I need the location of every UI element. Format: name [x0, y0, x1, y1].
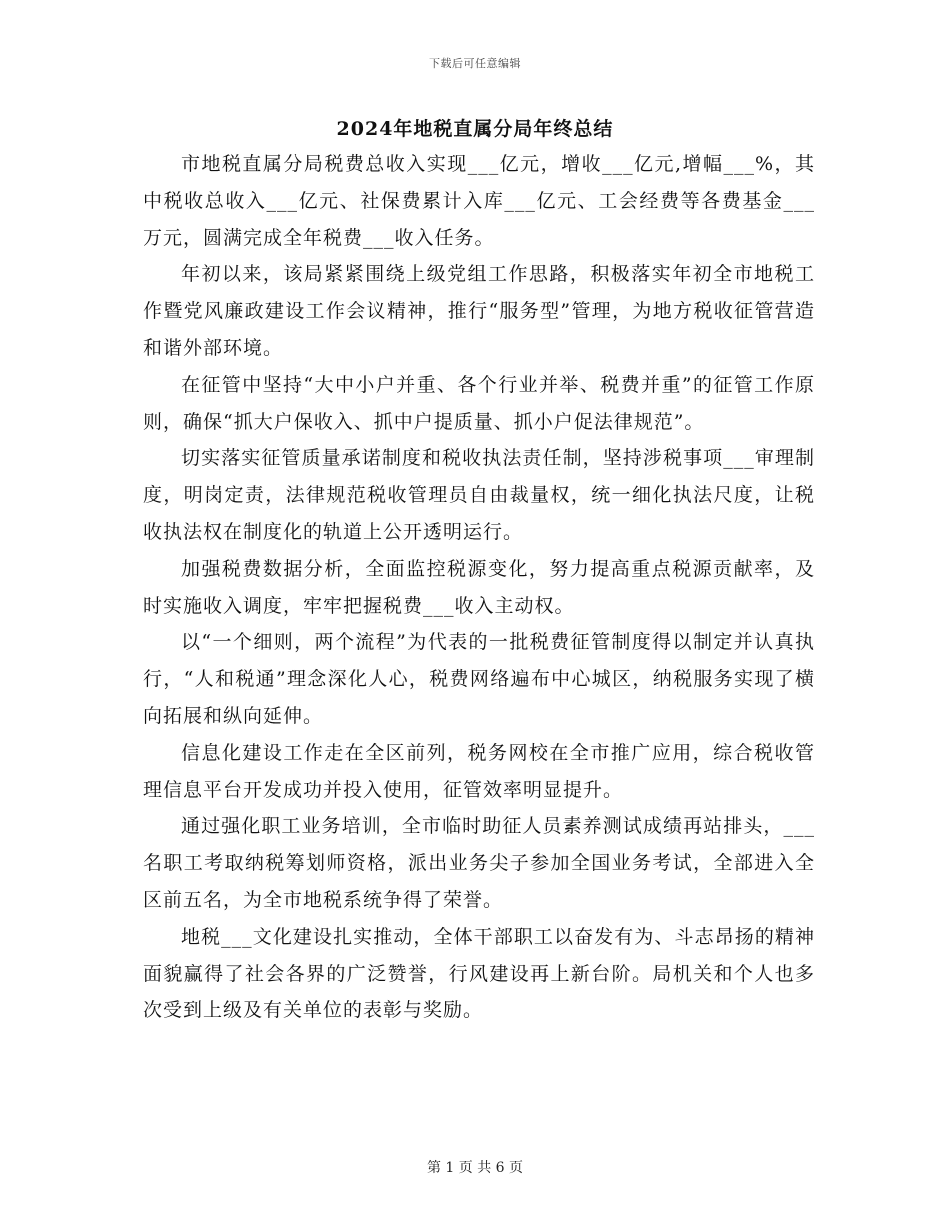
header-note: 下载后可任意编辑: [429, 57, 521, 70]
paragraph-6: 以“一个细则，两个流程”为代表的一批税费征管制度得以制定并认真执行，“人和税通”理念深化人心，税费网络遍布中心城区，纳税服务实现了横向拓展和纵向延伸。: [143, 631, 815, 727]
paragraph-4: 切实落实征管质量承诺制度和税收执法责任制，坚持涉税事项___审理制度，明岗定责，法律规范税收管理员自由裁量权，统一细化执法尺度，让税收执法权在制度化的轨道上公开透明运行。: [143, 447, 815, 543]
document-body: [143, 146, 815, 1029]
page-number: 第 1 页 共 6 页: [426, 1160, 524, 1176]
paragraph-3: 在征管中坚持“大中小户并重、各个行业并举、税费并重”的征管工作原则，确保“抓大户保收入、抓中户提质量、抓小户促法律规范”。: [143, 373, 815, 433]
paragraph-5: 加强税费数据分析，全面监控税源变化，努力提高重点税源贡献率，及时实施收入调度，牢牢把握税费___收入主动权。: [143, 557, 815, 617]
paragraph-8: 通过强化职工业务培训，全市临时助征人员素养测试成绩再站排头，___名职工考取纳税筹划师资格，派出业务尖子参加全国业务考试，全部进入全区前五名，为全市地税系统争得了荣誉。: [143, 815, 815, 911]
document-title: 2024年地税直属分局年终总结: [336, 118, 614, 140]
paragraph-7: 信息化建设工作走在全区前列，税务网校在全市推广应用，综合税收管理信息平台开发成功并投入使用，征管效率明显提升。: [143, 741, 815, 801]
paragraph-1: 市地税直属分局税费总收入实现___亿元，增收___亿元,增幅___%，其中税收总收入___亿元、社保费累计入库___亿元、工会经费等各费基金___万元，圆满完成全年税费___收入任务。: [143, 153, 815, 249]
paragraph-2: 年初以来，该局紧紧围绕上级党组工作思路，积极落实年初全市地税工作暨党风廉政建设工作会议精神，推行“服务型”管理，为地方税收征管营造和谐外部环境。: [143, 263, 815, 359]
paragraph-9: 地税___文化建设扎实推动，全体干部职工以奋发有为、斗志昂扬的精神面貌赢得了社会各界的广泛赞誉，行风建设再上新台阶。局机关和个人也多次受到上级及有关单位的表彰与奖励。: [143, 925, 815, 1022]
